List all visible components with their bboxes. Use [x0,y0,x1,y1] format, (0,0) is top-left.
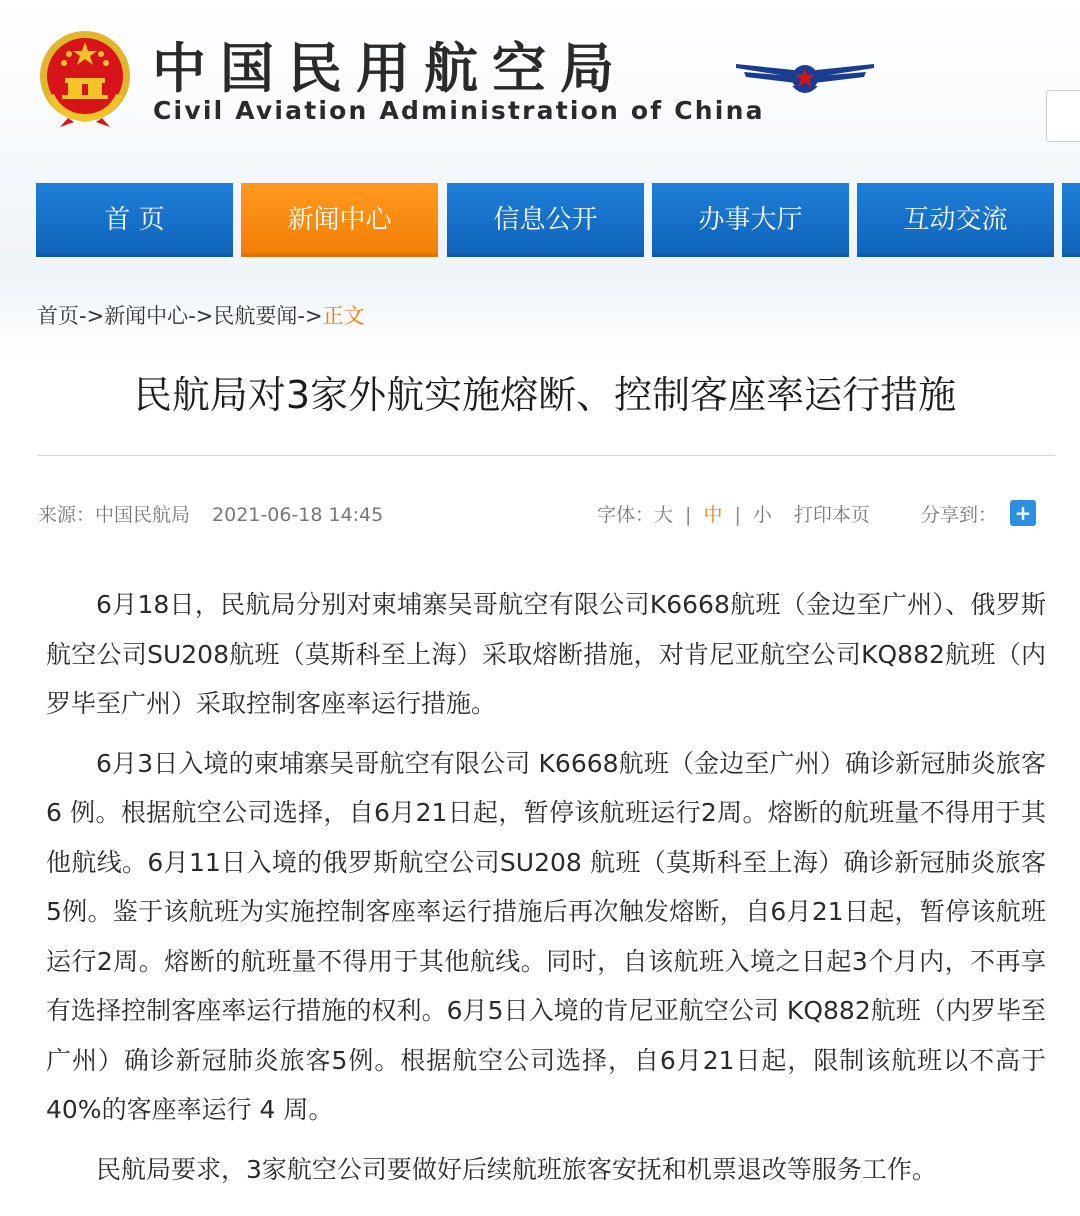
nav-item-more[interactable] [1062,183,1080,257]
article-tools [597,500,870,527]
site-title-cn: 中国民用航空局 [152,37,628,100]
breadcrumb-section[interactable]: 民航要闻 [213,304,298,328]
breadcrumb-separator: -> [297,304,323,328]
article-paragraph: 6月18日，民航局分别对柬埔寨吴哥航空有限公司K6668航班（金边至广州）、俄罗斯航空公司SU208航班（莫斯科至上海）采取熔断措施，对肯尼亚航空公司KQ882航班（内罗毕至广州）采取控制客座率运行措施。 [46,590,1046,718]
font-size-large-link[interactable]: 大 [654,504,674,526]
search-input[interactable] [1046,90,1080,142]
article-meta [38,500,383,527]
article-source: 来源：中国民航局 [38,504,191,526]
article-datetime: 2021-06-18 14:45 [212,504,384,526]
article-paragraph: 6月3日入境的柬埔寨吴哥航空有限公司 K6668航班（金边至广州）确诊新冠肺炎旅客 6 例。根据航空公司选择，自6月21日起，暂停该航班运行2周。熔断的航班量不得用于其他航线。6月11日入境的俄罗斯航空公司SU208 航班（莫斯科至上海）确诊新冠肺炎旅客5例。鉴于该航班为实施控制客座率运行措施后再次触发熔断，自6月21日起，暂停该航班运行2周。熔断的航班量不得用于其他航线。同时，自该航班入境之日起3个月内，不再享有选择控制客座率运行措施的权利。6月5日入境的肯尼亚航空公司 KQ882航班（内罗毕至广州）确诊新冠肺炎旅客5例。根据航空公司选择，自6月21日起，限制该航班以不高于40%的客座率运行 4 周。 [46,748,1046,1124]
font-size-medium-link[interactable]: 中 [703,504,723,526]
article-body [46,580,1046,1204]
font-size-small-link[interactable]: 小 [752,504,772,526]
site-header [0,0,1080,170]
separator: | [734,504,741,526]
nav-item-service-hall[interactable]: 办事大厅 [652,183,849,257]
share-plus-icon[interactable]: + [1010,500,1036,526]
breadcrumb-news[interactable]: 新闻中心 [104,304,189,328]
breadcrumb-separator: -> [188,304,214,328]
nav-item-info-disclosure[interactable]: 信息公开 [447,183,644,257]
nav-item-interaction[interactable]: 互动交流 [857,183,1054,257]
site-title-en: Civil Aviation Administration of China [153,96,765,125]
article-paragraph: 民航局要求，3家航空公司要做好后续航班旅客安抚和机票退改等服务工作。 [96,1154,937,1184]
share-label: 分享到： [921,504,998,526]
breadcrumb-separator: -> [79,304,105,328]
nav-item-news-center[interactable]: 新闻中心 [241,183,438,257]
nav-item-home[interactable]: 首 页 [36,183,233,257]
separator: | [685,504,692,526]
caac-wings-logo-icon [734,56,876,102]
article-title: 民航局对3家外航实施熔断、控制客座率运行措施 [133,373,957,417]
national-emblem-icon [38,26,132,128]
font-size-label: 字体： [597,504,655,526]
breadcrumb-current: 正文 [322,304,365,328]
title-divider [37,455,1055,456]
breadcrumb-home[interactable]: 首页 [37,304,79,328]
print-page-link[interactable]: 打印本页 [793,504,870,526]
breadcrumb [37,300,365,330]
